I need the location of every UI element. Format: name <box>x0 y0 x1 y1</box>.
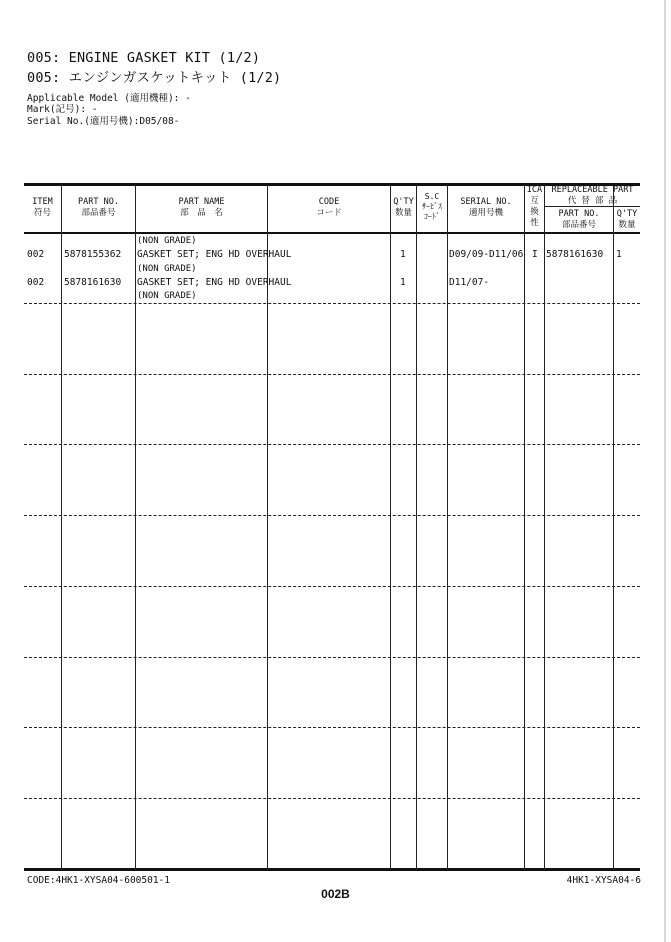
col-sc-jp-1: ｻｰﾋﾞｽ <box>422 202 442 211</box>
row-divider <box>24 586 640 587</box>
grade-label: (NON GRADE) <box>137 236 197 246</box>
col-part-name-en: PART NAME <box>178 197 225 207</box>
mark: Mark(記号): - <box>27 104 98 115</box>
col-part-name-jp: 部 品 名 <box>180 208 223 218</box>
table-bottom-rule <box>24 868 640 871</box>
col-code-jp: コード <box>316 208 342 218</box>
row-divider <box>24 444 640 445</box>
col-rep-qty-jp: 数量 <box>618 220 636 230</box>
row-rep-part-no: 5878161630 <box>546 249 604 260</box>
column-rule <box>416 185 417 869</box>
row-part-no: 5878155362 <box>64 249 122 260</box>
row-rep-qty: 1 <box>616 249 622 260</box>
col-ica-jp-3: 性 <box>530 218 539 228</box>
col-item-jp: 符号 <box>33 208 51 218</box>
row-divider <box>24 657 640 658</box>
col-code-header <box>268 197 390 219</box>
col-serial-jp: 適用号機 <box>468 208 503 218</box>
column-rule <box>61 185 62 869</box>
applicable-model: Applicable Model (適用機種): - <box>27 93 191 104</box>
parts-table <box>24 183 640 870</box>
col-sc-en: S.C <box>424 192 440 201</box>
row-part-no: 5878161630 <box>64 277 122 288</box>
page-edge <box>664 0 666 942</box>
page-number: 002B <box>321 887 350 901</box>
col-ica-header <box>525 185 544 229</box>
column-rule <box>135 185 136 869</box>
col-rep-qty-header <box>614 209 640 231</box>
col-serial-header <box>448 197 524 219</box>
column-rule <box>390 185 391 869</box>
col-sc-header <box>417 192 447 222</box>
col-ica-en: ICA <box>526 185 543 195</box>
grade-label: (NON GRADE) <box>137 291 197 301</box>
footer-code: CODE:4HK1-XYSA04-600501-1 <box>27 875 170 886</box>
row-divider <box>24 374 640 375</box>
col-sc-jp-2: ｺｰﾄﾞ <box>424 212 440 221</box>
col-code-en: CODE <box>318 197 340 207</box>
footer-model-code: 4HK1-XYSA04-6 <box>566 875 641 886</box>
row-part-name: GASKET SET; ENG HD OVERHAUL <box>137 277 292 288</box>
row-divider <box>24 798 640 799</box>
col-part-name-header <box>136 197 267 219</box>
col-rep-part-no-en: PART NO. <box>558 209 600 219</box>
col-ica-jp-2: 換 <box>530 207 539 217</box>
col-part-no-header <box>62 197 135 219</box>
row-item: 002 <box>27 249 45 260</box>
col-qty-header <box>391 197 416 219</box>
col-replaceable-en: REPLACEABLE PART <box>551 185 634 195</box>
col-serial-en: SERIAL NO. <box>460 197 512 207</box>
header-separator <box>24 232 640 234</box>
col-item-en: ITEM <box>32 197 53 207</box>
page-title-en: 005: ENGINE GASKET KIT (1/2) <box>27 50 261 66</box>
page-title-jp: 005: エンジンガスケットキット (1/2) <box>27 70 282 86</box>
row-divider <box>24 515 640 516</box>
row-serial: D11/07- <box>449 277 490 288</box>
row-divider <box>24 727 640 728</box>
column-rule <box>447 185 448 869</box>
col-rep-part-no-jp: 部品番号 <box>561 220 596 230</box>
col-replaceable-jp: 代 替 部 品 <box>567 196 618 206</box>
row-part-name: GASKET SET; ENG HD OVERHAUL <box>137 249 292 260</box>
row-ica: I <box>532 249 538 260</box>
row-item: 002 <box>27 277 45 288</box>
column-rule <box>524 185 525 869</box>
column-rule <box>544 185 545 869</box>
col-qty-en: Q'TY <box>393 197 414 207</box>
row-qty: 1 <box>400 277 406 288</box>
col-rep-qty-en: Q'TY <box>616 209 638 219</box>
serial-no: Serial No.(適用号機):D05/08- <box>27 116 180 127</box>
row-divider <box>24 303 640 304</box>
row-qty: 1 <box>400 249 406 260</box>
col-ica-jp-1: 互 <box>530 196 539 206</box>
col-item-header <box>24 197 61 219</box>
col-part-no-jp: 部品番号 <box>81 208 116 218</box>
col-replaceable-header <box>545 185 640 207</box>
row-serial: D09/09-D11/06 <box>449 249 524 260</box>
col-rep-part-no-header <box>545 209 613 231</box>
column-rule <box>613 185 614 869</box>
col-part-no-en: PART NO. <box>78 197 119 207</box>
col-qty-jp: 数量 <box>394 208 412 218</box>
grade-label: (NON GRADE) <box>137 264 197 274</box>
